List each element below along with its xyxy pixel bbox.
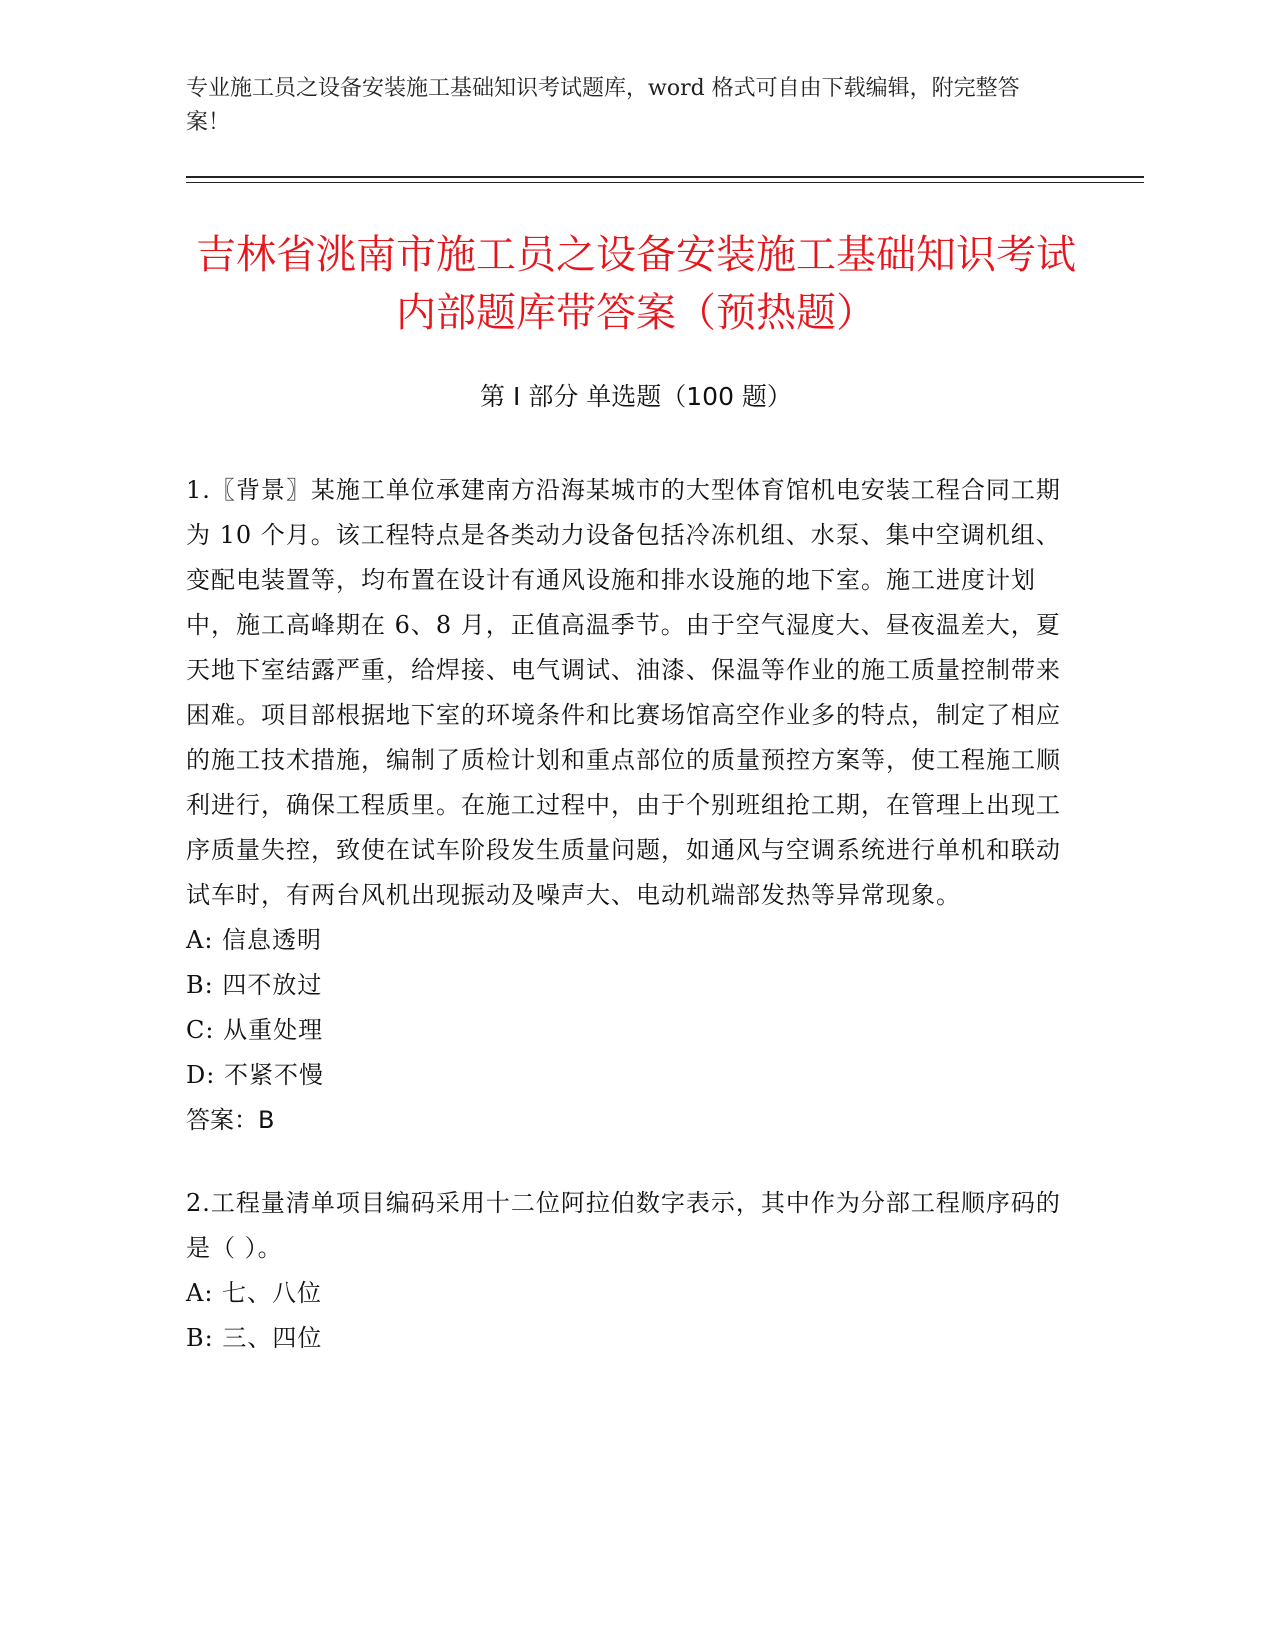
question-stem: 2.工程量清单项目编码采用十二位阿拉伯数字表示，其中作为分部工程顺序码的是（ ）。 xyxy=(186,1189,1061,1262)
option-d: D: 不紧不慢 xyxy=(186,1061,324,1089)
option-b: B: 三、四位 xyxy=(186,1324,323,1352)
option-c: C: 从重处理 xyxy=(186,1016,324,1044)
option-a: A: 信息透明 xyxy=(186,926,323,954)
section-title: 第 I 部分 单选题（100 题） xyxy=(480,382,792,411)
option-a: A: 七、八位 xyxy=(186,1279,323,1307)
header-divider-thick xyxy=(186,176,1144,178)
question-list xyxy=(186,468,1066,1361)
document-title: 吉林省洮南市施工员之设备安装施工基础知识考试内部题库带答案（预热题） xyxy=(196,232,1076,336)
header-divider-thin xyxy=(186,182,1144,183)
question-stem: 1.〖背景〗某施工单位承建南方沿海某城市的大型体育馆机电安装工程合同工期为 10 个月。该工程特点是各类动力设备包括冷冻机组、水泵、集中空调机组、变配电装置等，均布置在设计有通风设施和排水设施的地下室。施工进度计划中，施工高峰期在 6、8 月，正值高温季节。由于空气湿度大、昼夜温差大，夏天地下室结露严重，给焊接、电气调试、油漆、保温等作业的施工质量控制带来困难。项目部根据地下室的环境条件和比赛场馆高空作业多的特点，制定了相应的施工技术措施，编制了质检计划和重点部位的质量预控方案等，使工程施工顺利进行，确保工程质里。在施工过程中，由于个别班组抢工期，在管理上出现工序质量失控，致使在试车阶段发生质量问题，如通风与空调系统进行单机和联动试车时，有两台风机出现振动及噪声大、电动机端部发热等异常现象。 xyxy=(186,476,1061,909)
option-b: B: 四不放过 xyxy=(186,971,323,999)
header-note: 专业施工员之设备安装施工基础知识考试题库，word 格式可自由下载编辑，附完整答案！ xyxy=(186,76,1020,135)
question-1 xyxy=(186,468,1066,1143)
question-2 xyxy=(186,1181,1066,1361)
answer: 答案：B xyxy=(186,1106,275,1134)
